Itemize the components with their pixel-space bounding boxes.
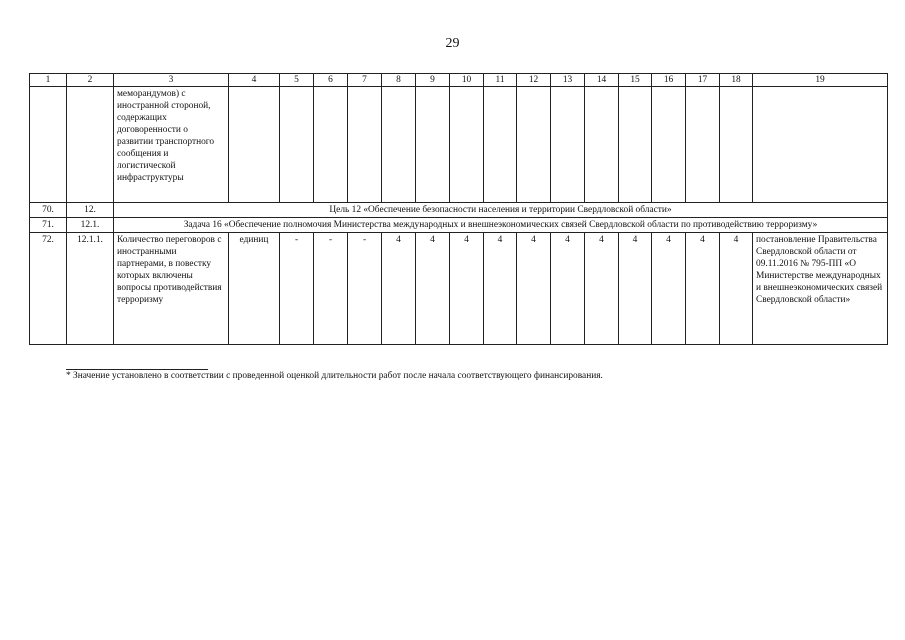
value-cell: 4 xyxy=(382,233,416,345)
header-cell: 10 xyxy=(450,74,484,87)
header-cell: 2 xyxy=(67,74,114,87)
table-row-continuation xyxy=(30,87,888,203)
row-code-cell: 12.1.1. xyxy=(67,233,114,345)
value-cell: - xyxy=(280,233,314,345)
header-cell: 7 xyxy=(348,74,382,87)
footnote: * Значение установлено в соответствии с проведенной оценкой длительности работ после начала соответствующего финансирования. xyxy=(66,371,603,381)
header-cell: 13 xyxy=(551,74,585,87)
row-code-cell: 12. xyxy=(67,203,114,218)
value-cell: 4 xyxy=(416,233,450,345)
row-number-cell: 71. xyxy=(30,218,67,233)
goal-title-cell: Цель 12 «Обеспечение безопасности населения и территории Свердловской области» xyxy=(114,203,888,218)
row-code-cell: 12.1. xyxy=(67,218,114,233)
header-cell: 1 xyxy=(30,74,67,87)
header-cell: 8 xyxy=(382,74,416,87)
unit-cell: единиц xyxy=(229,233,280,345)
footnote-separator xyxy=(66,369,208,370)
value-cell: 4 xyxy=(450,233,484,345)
value-cell: 4 xyxy=(619,233,652,345)
header-cell: 16 xyxy=(652,74,686,87)
header-cell: 15 xyxy=(619,74,652,87)
value-cell: 4 xyxy=(720,233,753,345)
table-header-row xyxy=(30,74,888,87)
header-cell: 17 xyxy=(686,74,720,87)
header-cell: 3 xyxy=(114,74,229,87)
value-cell: 4 xyxy=(585,233,619,345)
value-cell: 4 xyxy=(686,233,720,345)
task-title-cell: Задача 16 «Обеспечение полномочия Министерства международных и внешнеэкономических связей Свердловской области по противодействию терроризму» xyxy=(114,218,888,233)
header-cell: 18 xyxy=(720,74,753,87)
table-row-indicator xyxy=(30,233,888,345)
value-cell: - xyxy=(314,233,348,345)
header-cell: 5 xyxy=(280,74,314,87)
header-cell: 14 xyxy=(585,74,619,87)
value-cell: - xyxy=(348,233,382,345)
indicator-name-cell: Количество переговоров с иностранными партнерами, в повестку которых включены вопросы противодействия терроризму xyxy=(114,233,229,345)
row-number-cell: 72. xyxy=(30,233,67,345)
source-document-cell: постановление Правительства Свердловской области от 09.11.2016 № 795-ПП «О Министерстве международных и внешнеэкономических связей Свердловской области» xyxy=(753,233,888,345)
value-cell: 4 xyxy=(484,233,517,345)
header-cell: 6 xyxy=(314,74,348,87)
row-number-cell: 70. xyxy=(30,203,67,218)
value-cell: 4 xyxy=(652,233,686,345)
header-cell: 4 xyxy=(229,74,280,87)
header-cell: 19 xyxy=(753,74,888,87)
indicators-table xyxy=(29,73,888,345)
value-cell: 4 xyxy=(517,233,551,345)
header-cell: 12 xyxy=(517,74,551,87)
table-row-task xyxy=(30,218,888,233)
indicator-name-cell: меморандумов) с иностранной стороной, содержащих договоренности о развитии транспортного сообщения и логистической инфраструктуры xyxy=(114,87,229,203)
header-cell: 11 xyxy=(484,74,517,87)
header-cell: 9 xyxy=(416,74,450,87)
table-row-goal xyxy=(30,203,888,218)
page-number: 29 xyxy=(445,36,460,51)
value-cell: 4 xyxy=(551,233,585,345)
